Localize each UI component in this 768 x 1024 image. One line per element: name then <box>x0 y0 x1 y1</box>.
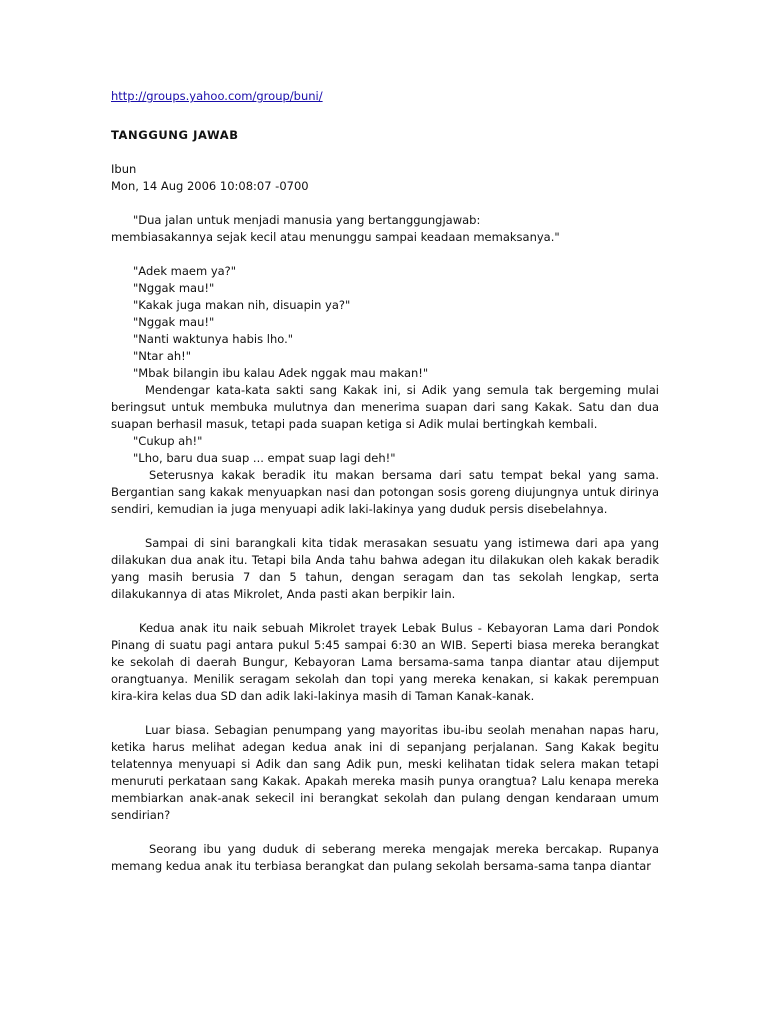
paragraph-1: Mendengar kata-kata sakti sang Kakak ini, si Adik yang semula tak bergeming mulai beringsut untuk membuka mulutnya dan menerima suapan dari sang Kakak. Satu dan dua suapan berhasil masuk, tetapi pada suapan ketiga si Adik mulai bertingkah kembali. <box>111 383 659 431</box>
dialog-line: "Kakak juga makan nih, disuapin ya?" <box>133 298 351 312</box>
dialog-line: "Nggak mau!" <box>133 315 215 329</box>
spacer <box>111 246 659 263</box>
dialog-line: "Adek maem ya?" <box>133 264 237 278</box>
author-name: Ibun <box>111 162 137 176</box>
dialog-line: "Nanti waktunya habis lho." <box>133 332 294 346</box>
document-page <box>111 88 659 875</box>
dialog-block <box>111 263 659 382</box>
dialog-line: "Mbak bilangin ibu kalau Adek nggak mau makan!" <box>133 366 429 380</box>
spacer <box>111 705 659 722</box>
dialog-line: "Nggak mau!" <box>133 281 215 295</box>
paragraph-6: Seorang ibu yang duduk di seberang mereka mengajak mereka bercakap. Rupanya memang kedua anak itu terbiasa berangkat dan pulang sekolah bersama-sama tanpa diantar <box>111 842 659 873</box>
dialog-line: "Ntar ah!" <box>133 349 192 363</box>
spacer <box>111 518 659 535</box>
spacer <box>111 603 659 620</box>
group-link[interactable]: http://groups.yahoo.com/group/buni/ <box>111 89 323 103</box>
paragraph-2: Seterusnya kakak beradik itu makan bersama dari satu tempat bekal yang sama. Bergantian sang kakak menyuapkan nasi dan potongan sosis goreng diujungnya untuk dirinya sendiri, kemudian ia juga menyuapi adik laki-lakinya yang duduk persis disebelahnya. <box>111 468 659 516</box>
quote-line-1: "Dua jalan untuk menjadi manusia yang bertanggungjawab: <box>133 213 481 227</box>
spacer <box>111 824 659 841</box>
post-date: Mon, 14 Aug 2006 10:08:07 -0700 <box>111 179 309 193</box>
dialog-line: "Cukup ah!" <box>133 434 203 448</box>
spacer <box>111 195 659 212</box>
paragraph-3: Sampai di sini barangkali kita tidak merasakan sesuatu yang istimewa dari apa yang dilakukan dua anak itu. Tetapi bila Anda tahu bahwa adegan itu dilakukan oleh kakak beradik yang masih berusia 7 dan 5 tahun, dengan seragam dan tas sekolah lengkap, serta dilakukannya di atas Mikrolet, Anda pasti akan berpikir lain. <box>111 536 659 601</box>
paragraph-4: Kedua anak itu naik sebuah Mikrolet trayek Lebak Bulus - Kebayoran Lama dari Pondok Pinang di suatu pagi antara pukul 5:45 sampai 6:30 an WIB. Seperti biasa mereka berangkat ke sekolah di daerah Bungur, Kebayoran Lama bersama-sama tanpa diantar atau dijemput orangtuanya. Menilik seragam sekolah dan topi yang mereka kenakan, si kakak perempuan kira-kira kelas dua SD dan adik laki-lakinya masih di Taman Kanak-kanak. <box>111 621 659 703</box>
dialog-line: "Lho, baru dua suap ... empat suap lagi deh!" <box>133 451 396 465</box>
paragraph-5: Luar biasa. Sebagian penumpang yang mayoritas ibu-ibu seolah menahan napas haru, ketika harus melihat adegan kedua anak ini di sepanjang perjalanan. Sang Kakak begitu telatennya menyuapi si Adik dan sang Adik pun, meski kelihatan tidak selera makan tetapi menuruti perkataan sang Kakak. Apakah mereka masih punya orangtua? Lalu kenapa mereka membiarkan anak-anak sekecil ini berangkat sekolah dan pulang dengan kendaraan umum sendirian? <box>111 723 659 822</box>
quote-line-2: membiasakannya sejak kecil atau menunggu sampai keadaan memaksanya." <box>111 230 560 244</box>
document-title: TANGGUNG JAWAB <box>111 128 239 142</box>
